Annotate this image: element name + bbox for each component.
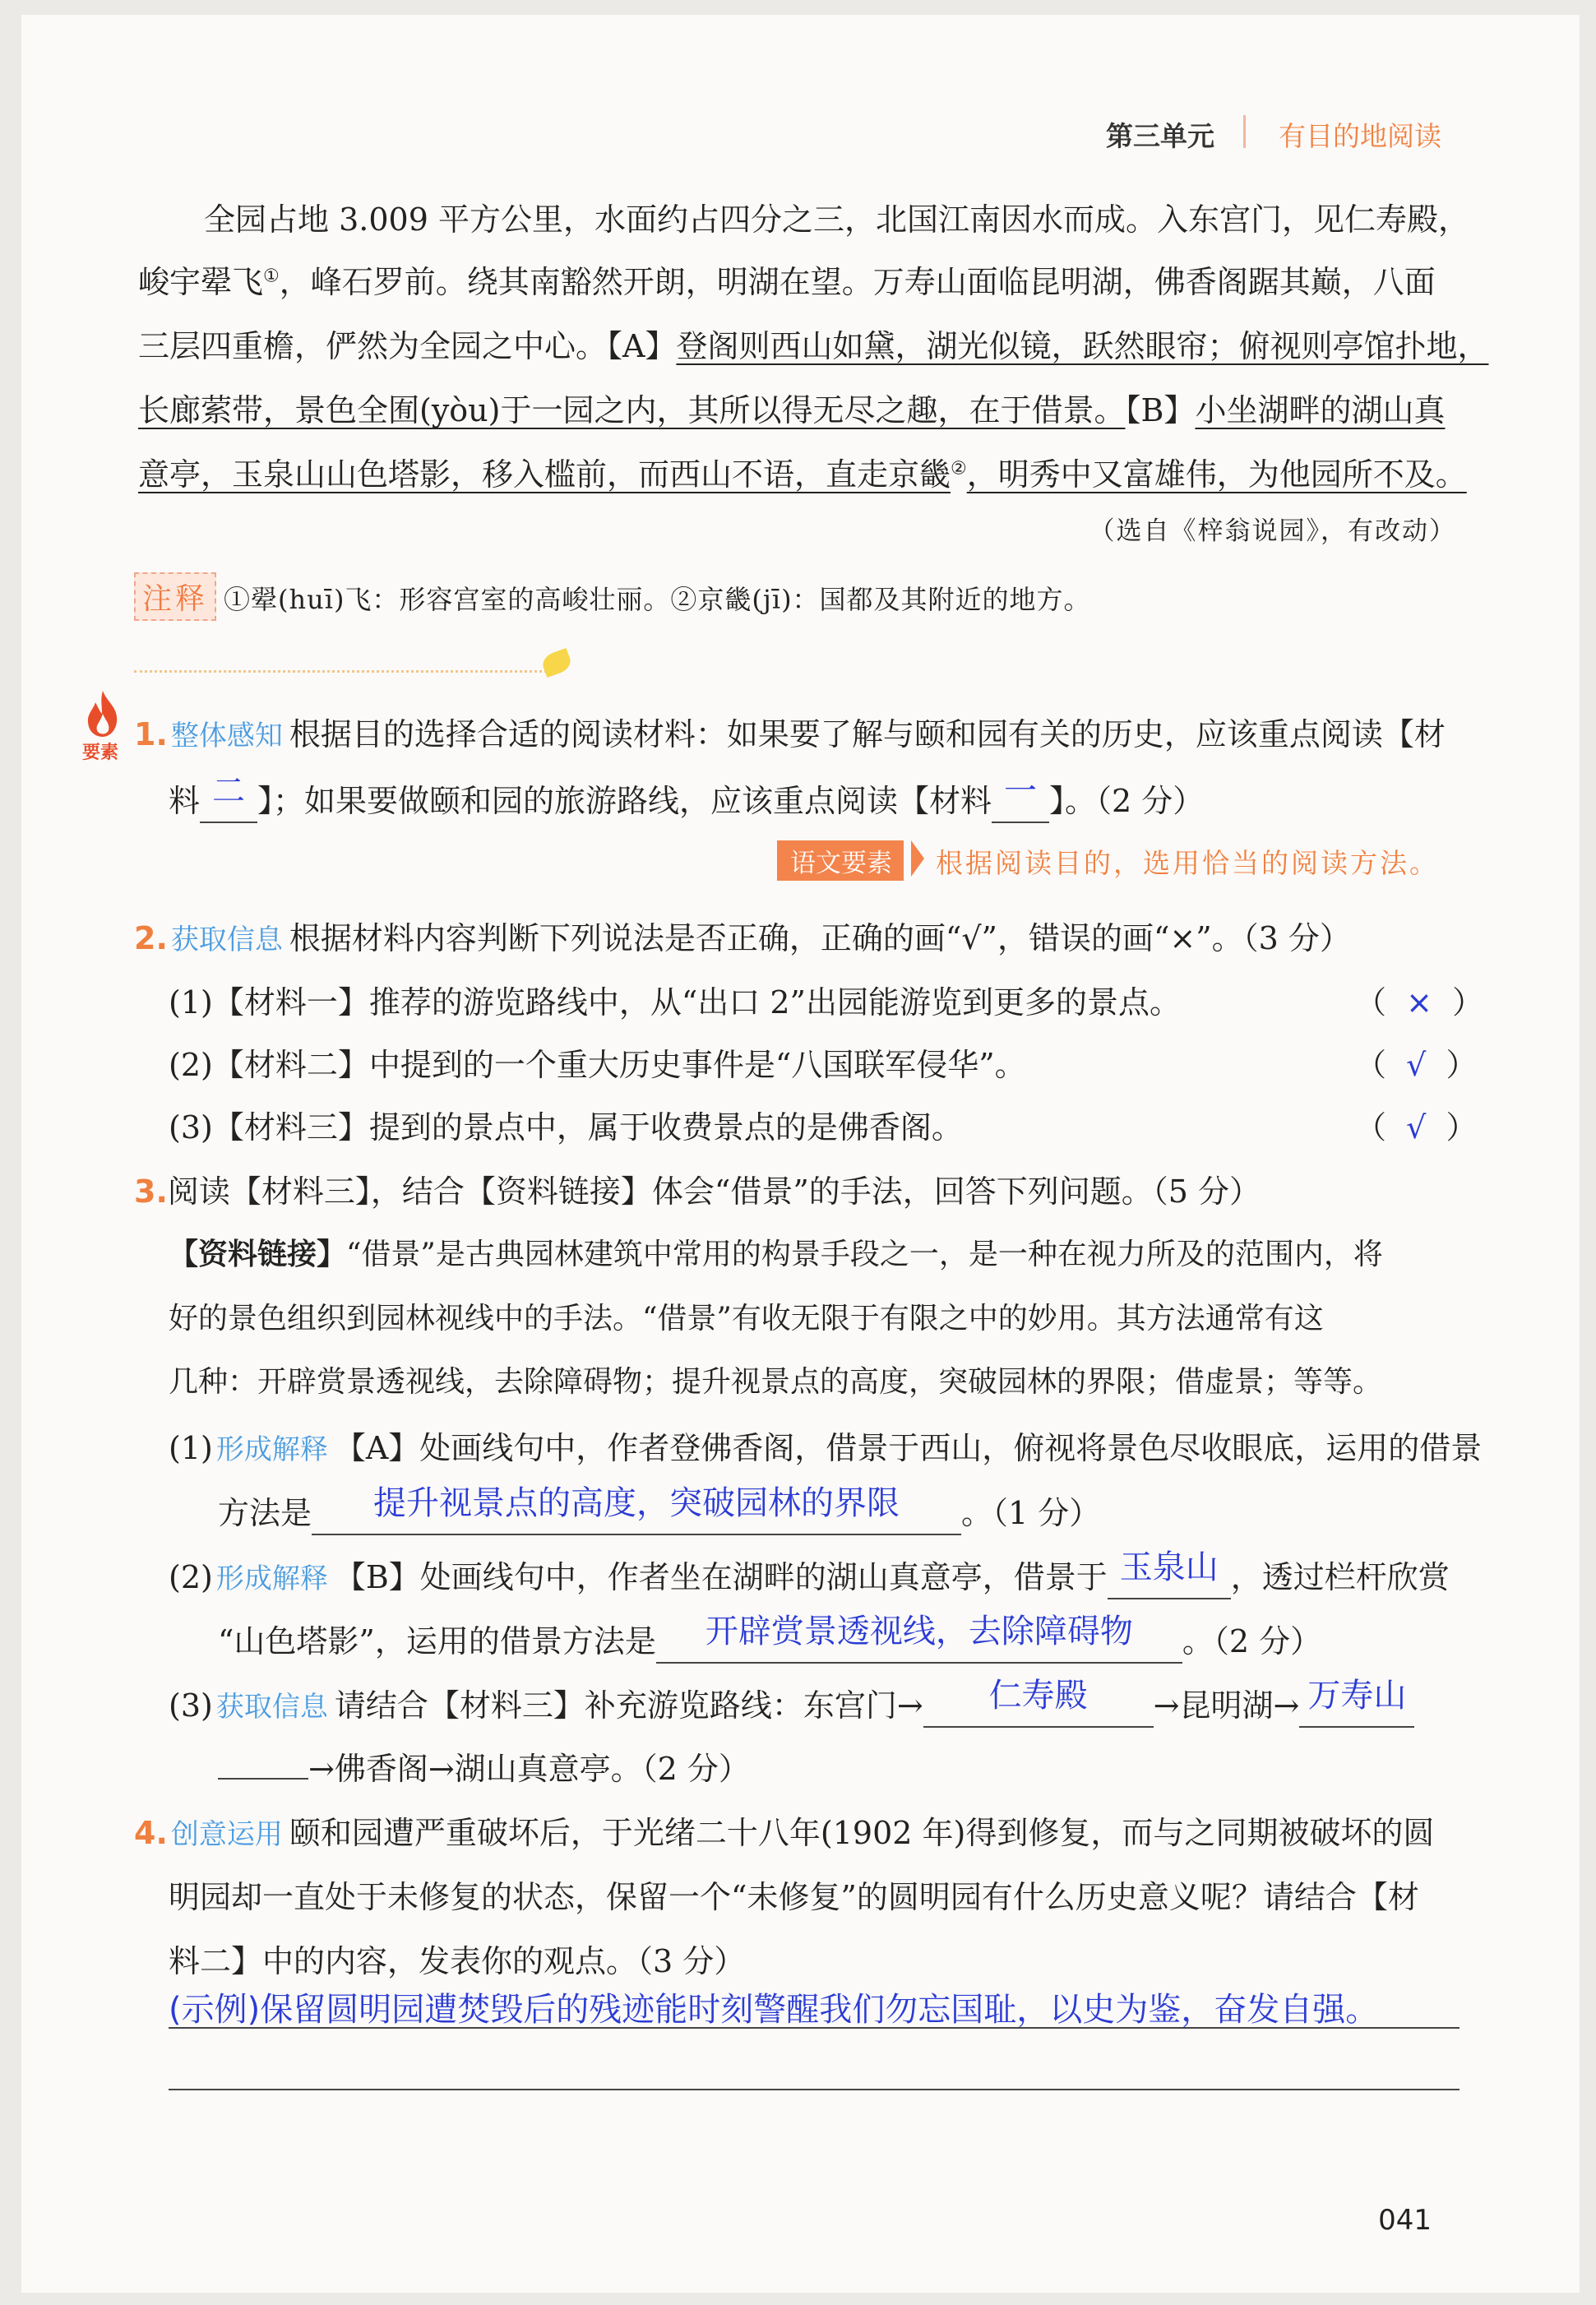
flame-icon [82,689,123,738]
q3-sub-1: (1) 形成解释 【A】处画线句中，作者登佛香阁，借景于西山，俯视将景色尽收眼底，运用的借景 [169,1430,1483,1466]
q3-2-answer-blank-2: 开辟赏景透视线，去除障碍物 [656,1615,1182,1664]
notes-text: ①翚(huī)飞：形容宫室的高峻壮丽。②京畿(jī)：国都及其附近的地方。 [224,584,1091,615]
question-4-line-3: 料二】中的内容，发表你的观点。（3 分） [169,1943,746,1979]
material-link-label: 【资料链接】 [169,1237,347,1271]
header-divider [1243,115,1246,148]
material-link-line-1: 【资料链接】“借景”是古典园林建筑中常用的构景手段之一，是一种在视力所及的范围内，将 [169,1237,1383,1271]
dotted-divider [134,670,562,673]
page-number: 041 [1378,2204,1432,2237]
q3-3-answer-blank-1: 仁寿殿 [923,1679,1154,1728]
yuwen-element-text: 根据阅读目的，选用恰当的阅读方法。 [936,847,1439,879]
q2-answer-1: （ × ） [1355,984,1484,1021]
notes-tag: 注释 [134,572,216,621]
underline-b: 小坐湖畔的湖山真 [1195,392,1446,428]
answer-line-2 [169,2089,1460,2090]
badge-label: 要素 [82,743,119,763]
question-4: 4. 创意运用 颐和园遭严重破坏后，于光绪二十八年(1902 年)得到修复，而与之同期被破坏的圆 [134,1815,1435,1851]
q3-2-answer-blank-1: 玉泉山 [1108,1551,1231,1599]
underline-a: 登阁则西山如黛，湖光似镜，跃然眼帘；俯视则亭馆扑地， [676,328,1489,364]
q2-tag: 获取信息 [170,923,283,956]
material-link-line-2: 好的景色组织到园林视线中的手法。“借景”有收无限于有限之中的妙用。其方法通常有这 [169,1302,1324,1335]
q2-item-2: (2)【材料二】中提到的一个重大历史事件是“八国联军侵华”。 [169,1047,1026,1083]
q1-blank-2: 一 [992,775,1049,823]
q2-answer-2: （ √ ） [1355,1047,1478,1083]
passage-line-4: 长廊萦带，景色全囿(yòu)于一园之内，其所以得无尽之趣，在于借景。【B】小坐湖畔的湖山真 [138,392,1446,428]
q3-sub-1-line-2: 方法是 提升视景点的高度，突破园林的界限 。（1 分） [218,1487,1517,1535]
question-1: 1. 整体感知 根据目的选择合适的阅读材料：如果要了解与颐和园有关的历史，应该重点阅读【材 [134,716,1446,752]
question-1-line-2: 料 二 】；如果要做颐和园的旅游路线，应该重点阅读【材料 一 】。（2 分） [169,775,1501,823]
passage-line-2: 峻宇翚飞①，峰石罗前。绕其南豁然开朗，明湖在望。万寿山面临昆明湖，佛香阁踞其巅，八面 [138,264,1436,300]
question-4-line-2: 明园却一直处于未修复的状态，保留一个“未修复”的圆明园有什么历史意义呢？请结合【材 [169,1879,1419,1915]
q3-sub-3: (3) 获取信息 请结合【材料三】补充游览路线：东宫门→ 仁寿殿 →昆明湖→ 万寿山 [169,1679,1468,1728]
q4-answer: (示例)保留圆明园遭焚毁后的残迹能时刻警醒我们勿忘国耻，以史为鉴，奋发自强。 [169,1991,1379,2029]
q3-1-answer-blank: 提升视景点的高度，突破园林的界限 [312,1487,961,1535]
q3-sub-2: (2) 形成解释 【B】处画线句中，作者坐在湖畔的湖山真意亭，借景于 玉泉山 ，透过栏杆欣赏 [169,1551,1468,1599]
source-citation: （选自《梓翁说园》，有改动） [1089,516,1456,546]
q3-sub-3-line-2: →佛香阁→湖山真意亭。（2 分） [218,1743,1517,1789]
q3-sub-2-line-2: “山色塔影”，运用的借景方法是 开辟赏景透视线，去除障碍物 。（2 分） [218,1615,1517,1664]
q4-tag: 创意运用 [170,1818,283,1851]
q3-3-answer-blank-2-cont [218,1778,308,1780]
q2-item-3: (3)【材料三】提到的景点中，属于收费景点的是佛香阁。 [169,1109,963,1146]
q2-item-1: (1)【材料一】推荐的游览路线中，从“出口 2”出园能游览到更多的景点。 [169,984,1181,1021]
unit-topic: 有目的地阅读 [1279,120,1441,152]
tag-arrow-icon [911,840,924,877]
material-link-line-3: 几种：开辟赏景透视线，去除障碍物；提升视景点的高度，突破园林的界限；借虚景；等等。 [169,1365,1383,1399]
passage-line-1: 全园占地 3.009 平方公里，水面约占四分之三，北国江南因水而成。入东宫门，见仁寿殿， [204,201,1469,238]
answer-line-1 [169,2027,1460,2029]
question-2: 2. 获取信息 根据材料内容判断下列说法是否正确，正确的画“√”，错误的画“×”。（3 分） [134,920,1351,956]
passage-line-5: 意亭，玉泉山山色塔影，移入槛前，而西山不语，直走京畿②，明秀中又富雄伟，为他园所不及。 [138,456,1467,493]
q3-3-answer-blank-2: 万寿山 [1299,1679,1414,1728]
question-3: 3.阅读【材料三】，结合【资料链接】体会“借景”的手法，回答下列问题。（5 分） [134,1173,1261,1210]
q2-answer-3: （ √ ） [1355,1109,1478,1146]
yuwen-element-tag: 语文要素 [777,840,904,881]
passage-line-3: 三层四重檐，俨然为全园之中心。【A】登阁则西山如黛，湖光似镜，跃然眼帘；俯视则亭馆扑地， [138,328,1489,364]
q1-tag: 整体感知 [170,720,283,752]
q1-blank-1: 二 [200,775,257,823]
unit-title: 第三单元 [1106,120,1214,152]
